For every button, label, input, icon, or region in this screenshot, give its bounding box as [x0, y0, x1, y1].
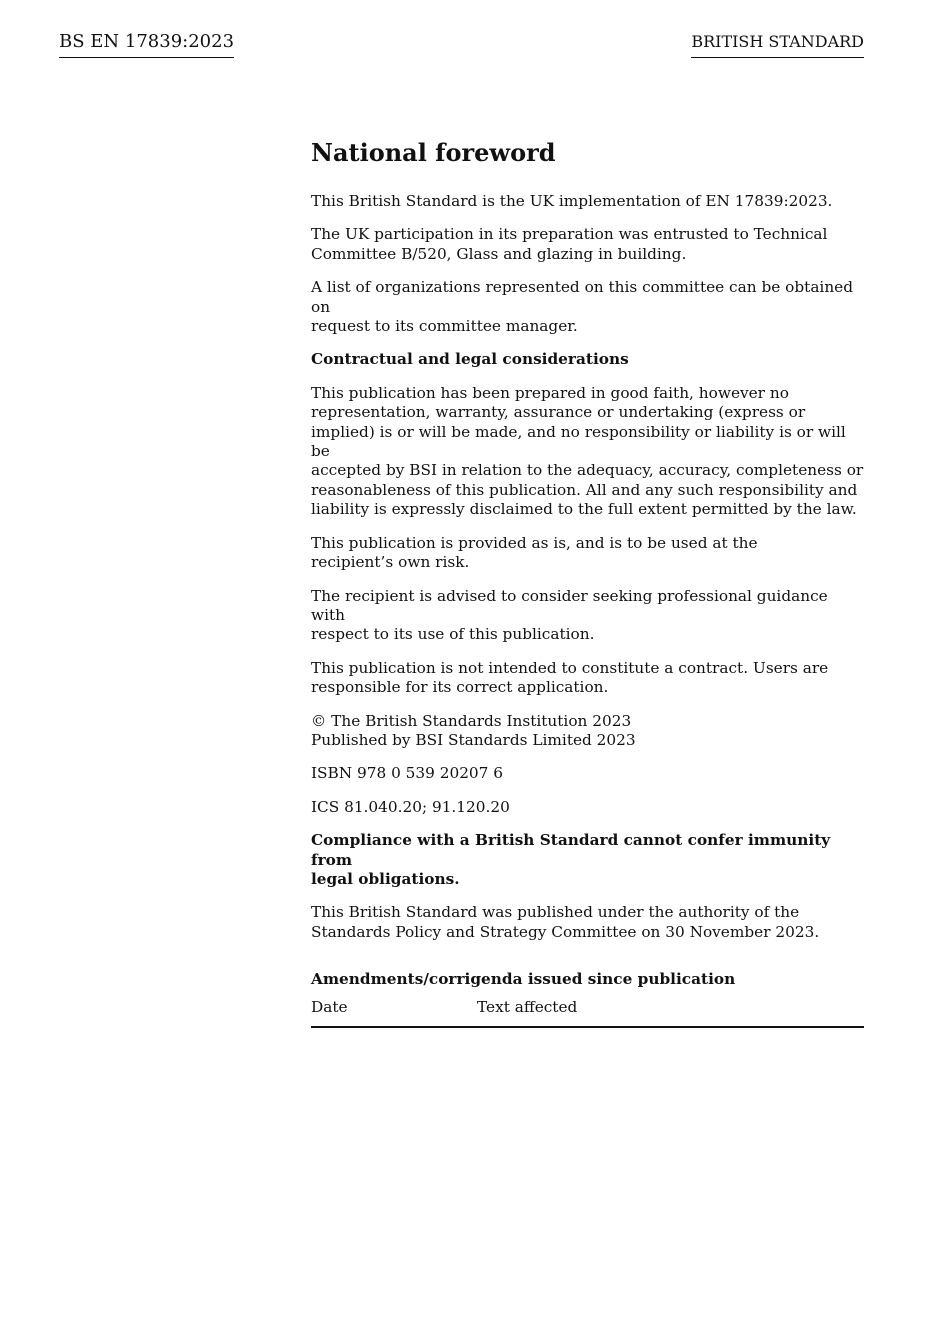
document-type: BRITISH STANDARD — [691, 32, 864, 58]
ics-codes: ICS 81.040.20; 91.120.20 — [311, 797, 510, 816]
disclaimer-line-3: implied) is or will be made, and no responsibility or liability is or will be — [311, 422, 846, 461]
implementation-paragraph — [311, 192, 864, 211]
risk-line-2: recipient’s own risk. — [311, 553, 470, 572]
amendments-table — [311, 998, 864, 1028]
page-title: National foreword — [311, 138, 556, 167]
authority-paragraph — [311, 903, 864, 942]
guidance-line-1: The recipient is advised to consider seeking professional guidance with — [311, 586, 828, 624]
contract-note-paragraph — [311, 659, 864, 698]
organizations-line-2: request to its committee manager. — [311, 317, 578, 336]
compliance-notice — [311, 831, 864, 889]
amendments-text-header: Text affected — [477, 997, 578, 1016]
disclaimer-line-4: accepted by BSI in relation to the adequacy, accuracy, completeness or — [311, 461, 864, 480]
disclaimer-line-1: This publication has been prepared in good faith, however no — [311, 383, 789, 402]
amendments-heading: Amendments/corrigenda issued since publication — [311, 970, 736, 989]
guidance-line-2: respect to its use of this publication. — [311, 625, 595, 644]
implementation-text: This British Standard is the UK implementation of EN 17839:2023. — [311, 192, 833, 210]
contract-note-line-2: responsible for its correct application. — [311, 678, 609, 697]
contractual-heading: Contractual and legal considerations — [311, 350, 629, 369]
compliance-line-2: legal obligations. — [311, 869, 460, 888]
disclaimer-line-6: liability is expressly disclaimed to the full extent permitted by the law. — [311, 500, 857, 519]
isbn: ISBN 978 0 539 20207 6 — [311, 764, 503, 783]
amendments-date-header: Date — [311, 997, 348, 1016]
participation-paragraph — [311, 225, 864, 264]
copyright-line: © The British Standards Institution 2023 — [311, 711, 632, 730]
guidance-paragraph — [311, 587, 864, 645]
document-number: BS EN 17839:2023 — [59, 31, 234, 58]
disclaimer-line-2: representation, warranty, assurance or undertaking (express or — [311, 403, 806, 422]
compliance-line-1: Compliance with a British Standard cannot confer immunity from — [311, 831, 831, 869]
risk-line-1: This publication is provided as is, and is to be used at the — [311, 533, 758, 552]
organizations-paragraph — [311, 278, 864, 336]
authority-line-2: Standards Policy and Strategy Committee on 30 November 2023. — [311, 922, 820, 941]
disclaimer-paragraph — [311, 384, 864, 520]
risk-paragraph — [311, 534, 864, 573]
disclaimer-line-5: reasonableness of this publication. All and any such responsibility and — [311, 480, 858, 499]
publisher-line: Published by BSI Standards Limited 2023 — [311, 730, 636, 749]
authority-line-1: This British Standard was published under the authority of the — [311, 903, 800, 922]
participation-line-1: The UK participation in its preparation was entrusted to Technical — [311, 225, 828, 244]
national-foreword — [311, 138, 864, 1028]
participation-line-2: Committee B/520, Glass and glazing in building. — [311, 244, 687, 263]
organizations-line-1: A list of organizations represented on this committee can be obtained on — [311, 278, 854, 316]
contract-note-line-1: This publication is not intended to constitute a contract. Users are — [311, 658, 829, 677]
copyright-paragraph — [311, 712, 864, 751]
